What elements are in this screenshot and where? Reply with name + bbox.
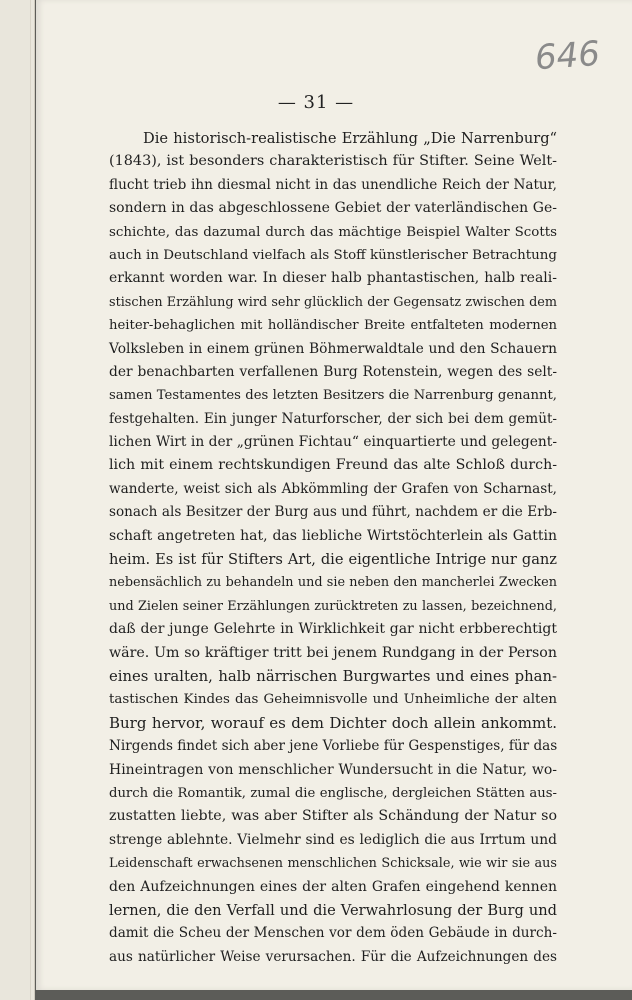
text-line: Die historisch-realistische Erzählung „Die Narrenburg“ (143, 130, 557, 147)
text-line: aus natürlicher Weise verursachen. Für die Aufzeichnungen des (109, 948, 557, 965)
body-text (109, 127, 557, 969)
text-line: Volksleben in einem grünen Böhmerwaldtale und den Schauern (109, 340, 557, 357)
text-line: strenge ablehnte. Vielmehr sind es lediglich die aus Irrtum und (109, 831, 557, 848)
text-line: damit die Scheu der Menschen vor dem öden Gebäude in durch- (109, 925, 557, 942)
text-line: (1843), ist besonders charakteristisch für Stifter. Seine Welt- (109, 153, 557, 170)
text-line: wanderte, weist sich als Abkömmling der Grafen von Scharnast, (109, 480, 557, 497)
text-line: den Aufzeichnungen eines der alten Grafen eingehend kennen (109, 878, 557, 895)
text-line: und Zielen seiner Erzählungen zurücktreten zu lassen, bezeichnend, (109, 598, 557, 614)
text-line: lernen, die den Verfall und die Verwahrlosung der Burg und (109, 901, 557, 919)
text-line: auch in Deutschland vielfach als Stoff künstlerischer Betrachtung (109, 247, 557, 263)
text-line: Leidenschaft erwachsenen menschlichen Schicksale, wie wir sie aus (109, 856, 557, 872)
text-line: Nirgends findet sich aber jene Vorliebe für Gespenstiges, für das (109, 738, 558, 755)
text-line: samen Testamentes des letzten Besitzers die Narrenburg genannt, (109, 388, 557, 404)
text-line: sonach als Besitzer der Burg aus und führt, nachdem er die Erb- (109, 504, 557, 521)
text-line: zustatten liebte, was aber Stifter als Schändung der Natur so (109, 808, 557, 825)
text-line: lichen Wirt in der „grünen Fichtau“ einquartierte und gelegent- (109, 434, 557, 451)
page-number: — 31 — (277, 92, 355, 113)
text-line: daß der junge Gelehrte in Wirklichkeit gar nicht erbberechtigt (109, 621, 557, 638)
text-line: Burg hervor, worauf es dem Dichter doch allein ankommt. (109, 713, 557, 732)
text-line: schichte, das dazumal durch das mächtige Beispiel Walter Scotts (109, 224, 557, 240)
text-line: sondern in das abgeschlossene Gebiet der vaterländischen Ge- (109, 200, 557, 217)
text-line: heim. Es ist für Stifters Art, die eigentliche Intrige nur ganz (109, 551, 557, 569)
text-line: durch die Romantik, zumal die englische, dergleichen Stätten aus- (109, 785, 557, 801)
text-line: heiter-behaglichen mit holländischer Breite entfalteten modernen (109, 318, 557, 334)
text-line: flucht trieb ihn diesmal nicht in das unendliche Reich der Natur, (109, 176, 557, 193)
text-line: Hineintragen von menschlicher Wundersucht in die Natur, wo- (109, 761, 557, 778)
text-line: festgehalten. Ein junger Naturforscher, der sich bei dem gemüt- (109, 410, 557, 427)
text-line: erkannt worden war. In dieser halb phantastischen, halb reali- (109, 270, 557, 287)
text-line: wäre. Um so kräftiger tritt bei jenem Rundgang in der Person (109, 644, 557, 661)
text-line: schaft angetreten hat, das liebliche Wirtstöchterlein als Gattin (109, 527, 557, 544)
text-line: eines uralten, halb närrischen Burgwartes und eines phan- (109, 667, 557, 685)
text-line: lich mit einem rechtskundigen Freund das alte Schloß durch- (109, 457, 557, 474)
text-line: stischen Erzählung wird sehr glücklich der Gegensatz zwischen dem (109, 294, 557, 310)
text-line: tastischen Kindes das Geheimnisvolle und Unheimliche der alten (109, 692, 557, 708)
page-fold-line (30, 0, 31, 1000)
handwritten-folio-number: 646 (533, 33, 602, 79)
book-page (36, 0, 632, 990)
text-line: nebensächlich zu behandeln und sie neben den mancherlei Zwecken (109, 575, 557, 591)
text-line: der benachbarten verfallenen Burg Rotenstein, wegen des selt- (109, 363, 557, 380)
adjacent-page-edge (0, 0, 35, 1000)
